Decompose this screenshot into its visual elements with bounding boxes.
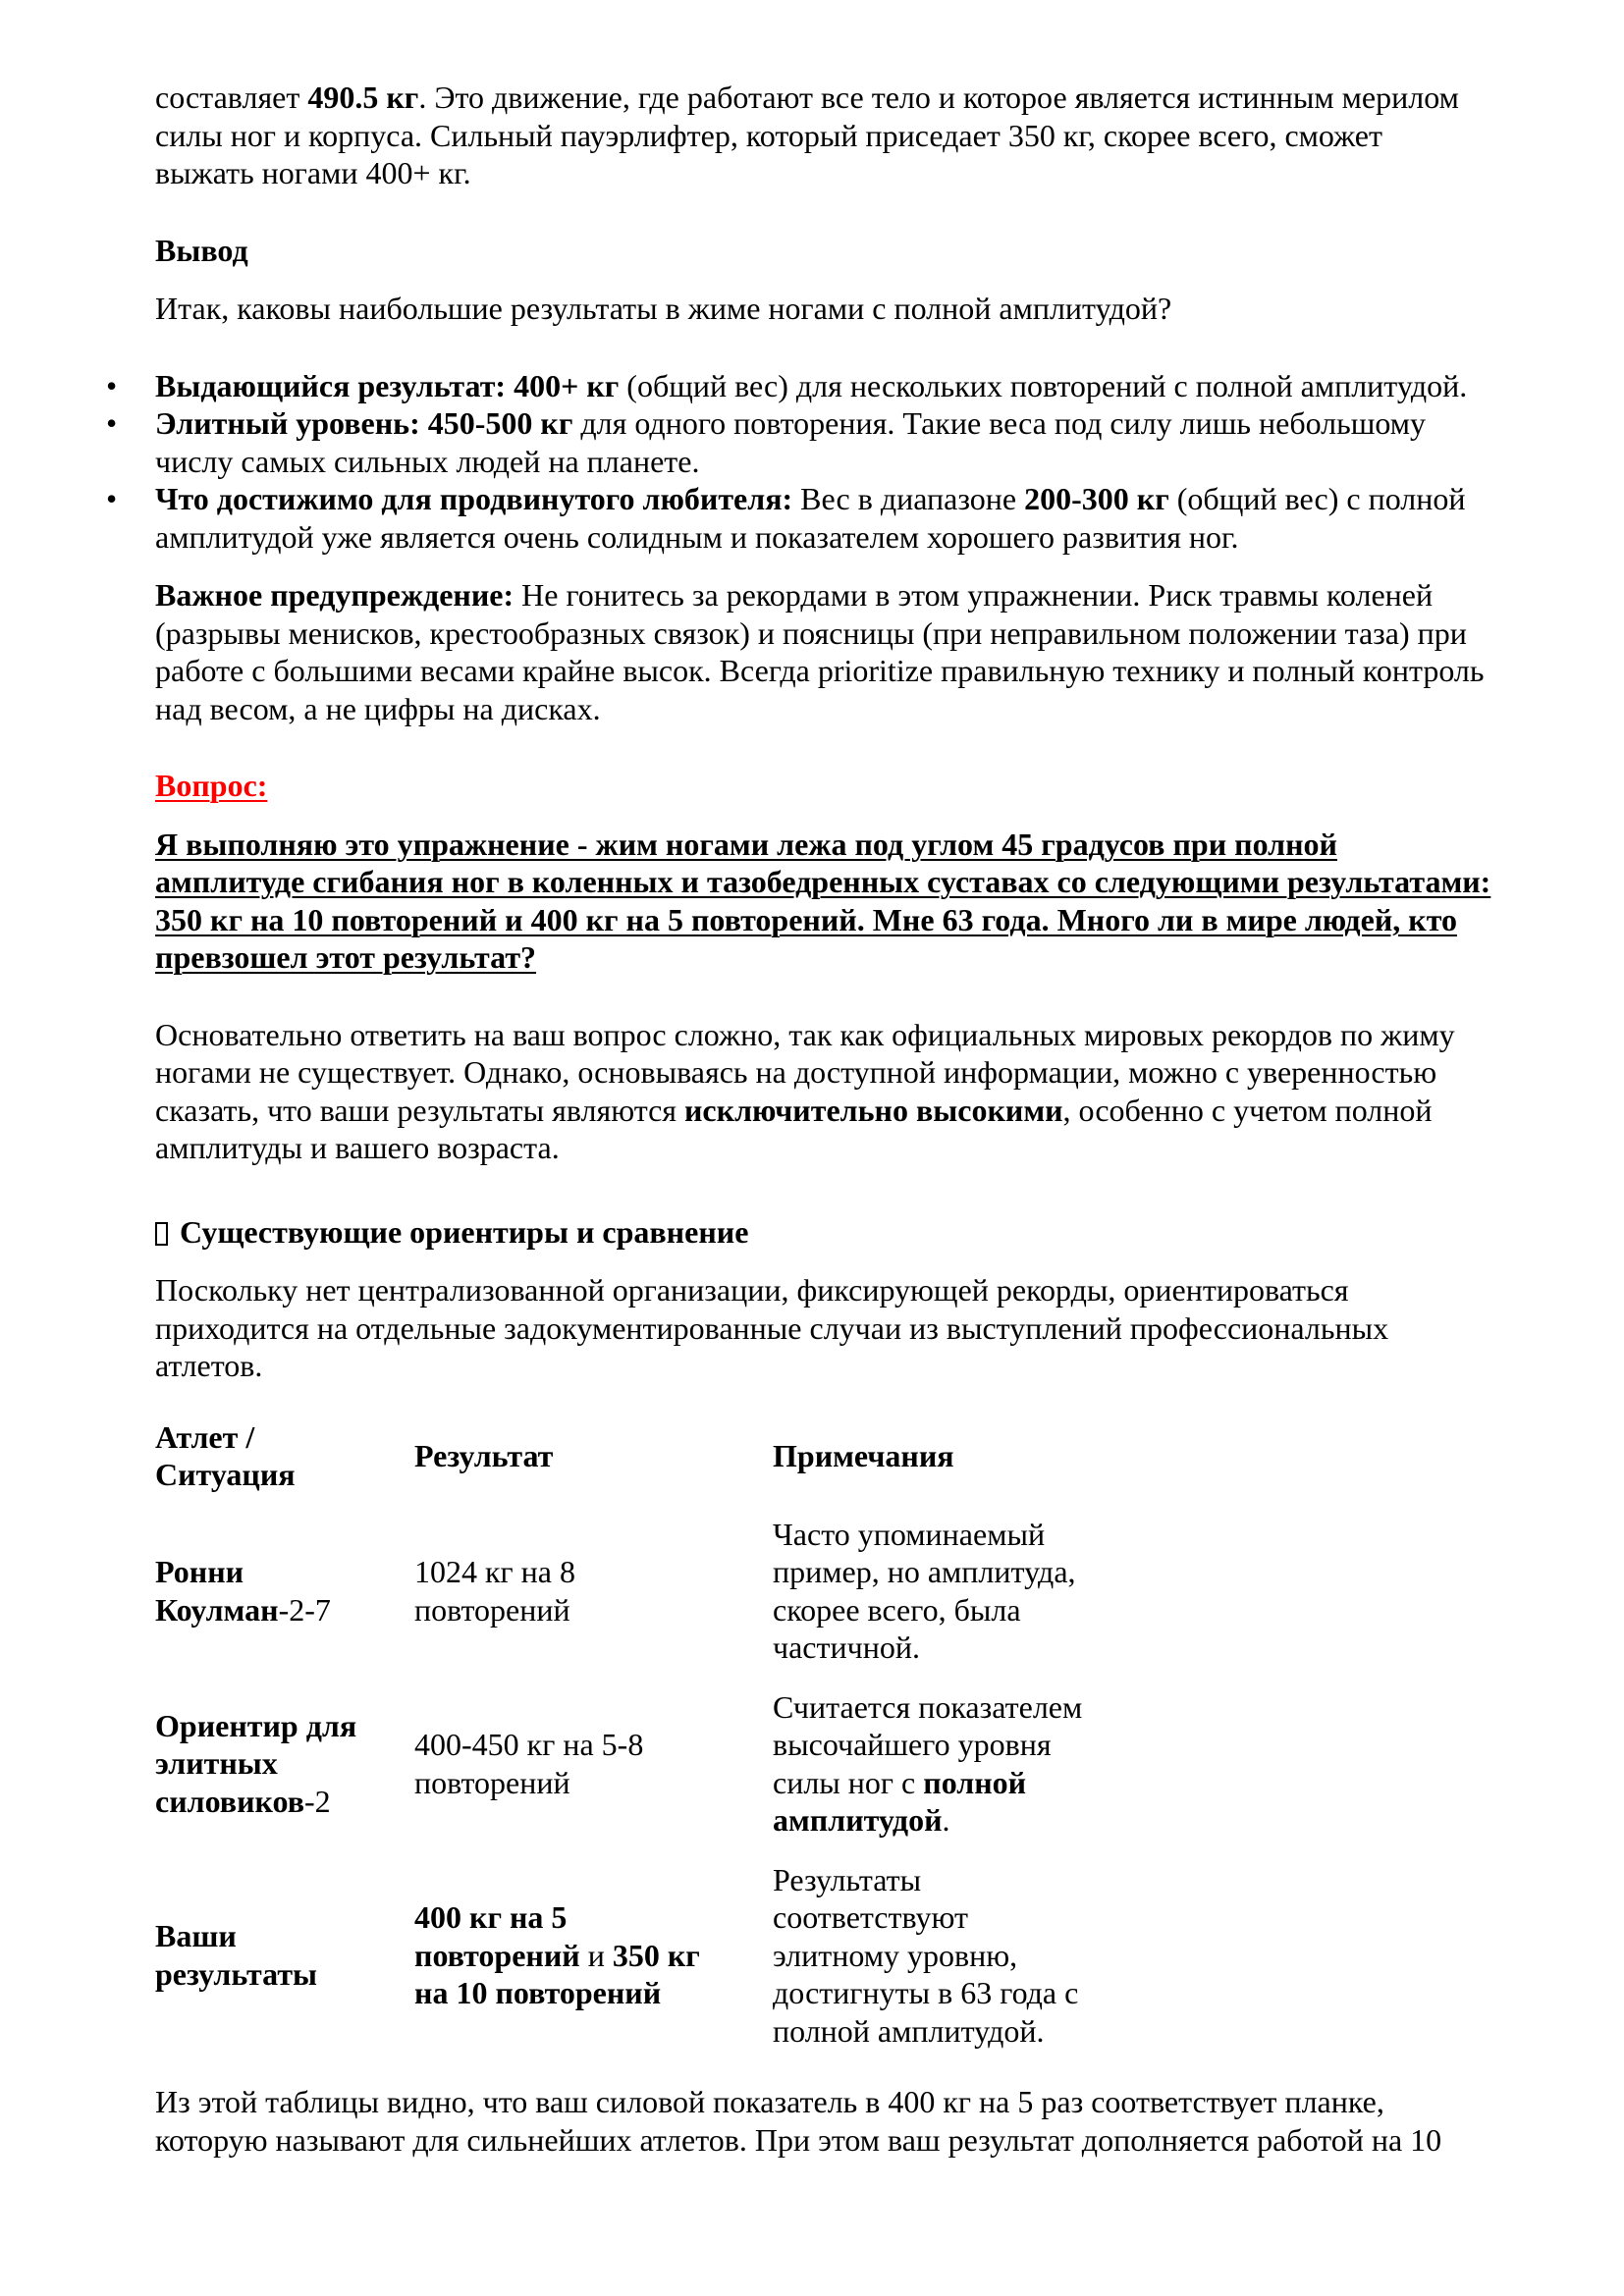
text: Вес в диапазоне (792, 481, 1025, 516)
bold-text: исключительно высокими (683, 1092, 1063, 1128)
text: Итак, каковы наибольшие результаты в жиме ногами с полной амплитудой? (155, 291, 1172, 326)
text: (разрывы менисков, крестообразных связок) и поясницы (при неправильном положении таза) при (155, 614, 1467, 651)
text-line (773, 1553, 1126, 1591)
text: приходится на отдельные задокументированные случаи из выступлений профессиональных (155, 1309, 1389, 1346)
table-header-row (155, 1408, 1126, 1505)
text-line (414, 1553, 773, 1591)
text-line (155, 826, 1589, 864)
bullet-icon: • (106, 367, 118, 403)
text-line (773, 1974, 1126, 2012)
text-line (773, 1898, 1126, 1937)
text: Поскольку нет централизованной организации, фиксирующей рекорды, ориентироваться (155, 1272, 1349, 1308)
text-line (155, 1016, 1589, 1054)
text: Результаты (773, 1861, 922, 1897)
text-line (773, 1437, 1126, 1475)
text-line (155, 901, 1589, 939)
text: высочайшего уровня (773, 1727, 1052, 1762)
text-line (414, 1437, 773, 1475)
text-line (155, 576, 1589, 614)
bold-text: Ориентир для (155, 1707, 357, 1743)
text-line (773, 1861, 1126, 1899)
bullet-icon: • (106, 481, 118, 516)
bold-text: 350 кг на 10 повторений и 400 кг на 5 повторений. Мне 63 года. Много ли в мире людей, кто (155, 901, 1457, 937)
text: работе с большими весами крайне высок. Всегда prioritize правильную технику и полный контроль (155, 653, 1485, 688)
bold-text: Примечания (773, 1437, 954, 1473)
text-line (773, 2012, 1126, 2051)
text-line (155, 1418, 414, 1457)
text-line (155, 480, 1589, 518)
text-line (155, 1955, 414, 1994)
text-line (155, 1591, 414, 1629)
text-line (155, 290, 1589, 328)
text-line (155, 367, 1589, 405)
text: повторений (414, 1591, 570, 1628)
table-cell (414, 1678, 773, 1850)
text-line (414, 1937, 773, 1975)
text: ногами не существует. Однако, основываясь на доступной информации, можно с уверенностью (155, 1054, 1437, 1090)
text-line (155, 2121, 1589, 2160)
text: частичной. (773, 1629, 920, 1665)
text-line (155, 1744, 414, 1783)
text-line (414, 1591, 773, 1629)
bold-text: Выдающийся результат: 400+ кг (155, 367, 620, 403)
bold-text: Ронни (155, 1554, 244, 1589)
question-text (155, 826, 1589, 977)
text: силы ног с (773, 1764, 924, 1800)
text: Из этой таблицы видно, что ваш силовой показатель в 400 кг на 5 раз соответствует планке, (155, 2084, 1384, 2119)
answer-paragraph (155, 1016, 1589, 1167)
bold-text: Коулман (155, 1591, 279, 1628)
bold-text: Элитный уровень: 450-500 кг (155, 405, 573, 441)
text: над весом, а не цифры на дисках. (155, 690, 601, 726)
table-cell (414, 1850, 773, 2061)
text: полной амплитудой. (773, 2012, 1045, 2049)
text-line (155, 938, 1589, 977)
text: которую называют для сильнейших атлетов. При этом ваш результат дополняется работой на 10 (155, 2121, 1442, 2158)
bold-text: силовиков (155, 1783, 305, 1819)
question-label: Вопрос: (155, 768, 268, 803)
text-line (155, 1707, 414, 1745)
text: сказать, что ваши результаты являются (155, 1092, 684, 1128)
table-cell (155, 1850, 414, 2061)
bold-text: Я выполняю это упражнение - жим ногами лежа под углом 45 градусов при полной (155, 826, 1337, 862)
table-cell (414, 1505, 773, 1678)
text: Основательно ответить на ваш вопрос сложно, так как официальных мировых рекордов по жиму (155, 1016, 1455, 1052)
warning-paragraph (155, 576, 1589, 727)
text-line (155, 2083, 1589, 2121)
text-line (155, 404, 1589, 443)
text: скорее всего, была (773, 1591, 1021, 1628)
bold-text: результаты (155, 1955, 318, 1992)
text: числу самых сильных людей на планете. (155, 443, 700, 479)
text-line (773, 1937, 1126, 1975)
text: Не гонитесь за рекордами в этом упражнении. Риск травмы коленей (514, 577, 1434, 613)
bold-text: превзошел этот результат? (155, 939, 537, 975)
text-line (773, 1726, 1126, 1764)
text-line (155, 518, 1589, 557)
text-line (773, 1801, 1126, 1840)
text: соответствуют (773, 1899, 968, 1935)
table-cell (773, 1505, 1126, 1678)
text-line (155, 1271, 1589, 1309)
text-line (155, 443, 1589, 481)
bold-text: повторений (414, 1937, 580, 1973)
intro-paragraph (155, 79, 1589, 192)
text: атлетов. (155, 1348, 263, 1383)
text-line (155, 614, 1589, 653)
missing-glyph-icon (155, 1222, 168, 1246)
text-line (155, 154, 1589, 192)
text: 1024 кг на 8 (414, 1554, 575, 1589)
bold-text: 400 кг на 5 (414, 1899, 568, 1935)
text: . (942, 1802, 950, 1838)
table-cell (155, 1678, 414, 1850)
table-cell (773, 1678, 1126, 1850)
text-line (773, 1688, 1126, 1727)
bullet-item (106, 367, 1589, 405)
conclusion-heading: Вывод (155, 232, 248, 268)
text-line (414, 1974, 773, 2012)
section-heading (155, 1213, 1589, 1252)
text-line (155, 1783, 414, 1821)
table-cell (414, 1408, 773, 1505)
bold-text: Ваши (155, 1918, 237, 1954)
text: . Это движение, где работают все тело и которое является истинным мерилом (418, 80, 1459, 115)
section-intro (155, 1271, 1589, 1385)
text: повторений (414, 1764, 570, 1800)
table-cell (155, 1505, 414, 1678)
bold-text: полной (923, 1764, 1027, 1800)
bold-text: Атлет / (155, 1418, 255, 1455)
text: амплитудой уже является очень солидным и показателем хорошего развития ног. (155, 518, 1239, 555)
table-row (155, 1505, 1126, 1678)
text-line (155, 690, 1589, 728)
text-line (773, 1516, 1126, 1554)
bullet-list (106, 367, 1589, 557)
text: амплитуды и вашего возраста. (155, 1130, 560, 1165)
text: составляет (155, 80, 308, 115)
text-line (155, 1456, 414, 1494)
text: выжать ногами 400+ кг. (155, 155, 471, 190)
conclusion-question (155, 290, 1589, 328)
section-heading-text: Существующие ориентиры и сравнение (180, 1213, 749, 1250)
bold-text: амплитуде сгибания ног в коленных и тазобедренных суставах со следующими результатами: (155, 864, 1491, 899)
text: -2 (304, 1783, 331, 1819)
closing-paragraph (155, 2083, 1589, 2159)
text-line (155, 117, 1589, 155)
table-row (155, 1678, 1126, 1850)
bold-text: элитных (155, 1745, 278, 1782)
text-line (155, 1129, 1589, 1167)
text: (общий вес) для нескольких повторений с полной амплитудой. (619, 367, 1468, 403)
bold-text: 490.5 кг (307, 80, 419, 115)
text: достигнуты в 63 года с (773, 1975, 1079, 2010)
text-line (155, 652, 1589, 690)
text: , особенно с учетом полной (1062, 1092, 1433, 1128)
bullet-item (106, 404, 1589, 480)
text-line (155, 1092, 1589, 1130)
bold-text: амплитудой (773, 1802, 943, 1838)
bold-text: Ситуация (155, 1457, 296, 1492)
text: -2-7 (278, 1591, 331, 1628)
text-line (773, 1629, 1126, 1667)
text: Часто упоминаемый (773, 1516, 1046, 1552)
text: (общий вес) с полной (1168, 481, 1466, 516)
text-line (155, 1053, 1589, 1092)
text: элитному уровню, (773, 1937, 1018, 1973)
bold-text: 200-300 кг (1024, 481, 1169, 516)
bold-text: Что достижимо для продвинутого любителя: (155, 481, 793, 516)
text-line (155, 863, 1589, 901)
text: для одного повторения. Такие веса под силу лишь небольшому (572, 405, 1427, 441)
bullet-icon: • (106, 405, 118, 441)
text-line (414, 1726, 773, 1764)
text: пример, но амплитуда, (773, 1554, 1076, 1589)
text-line (155, 1917, 414, 1955)
text-line (155, 1553, 414, 1591)
text: Считается показателем (773, 1688, 1083, 1725)
text: силы ног и корпуса. Сильный пауэрлифтер, который приседает 350 кг, скорее всего, сможет (155, 117, 1382, 153)
text-line (414, 1898, 773, 1937)
comparison-table (155, 1408, 1126, 2061)
table-cell (155, 1408, 414, 1505)
bold-text: на 10 повторений (414, 1975, 662, 2010)
text-line (155, 1347, 1589, 1385)
text-line (773, 1764, 1126, 1802)
bullet-item (106, 480, 1589, 556)
table-cell (773, 1408, 1126, 1505)
text: и (579, 1937, 613, 1973)
bold-text: Результат (414, 1437, 554, 1473)
bold-text: Важное предупреждение: (155, 577, 514, 613)
table-cell (773, 1850, 1126, 2061)
text-line (155, 1309, 1589, 1348)
text-line (414, 1764, 773, 1802)
bold-text: 350 кг (612, 1937, 700, 1973)
document-page (106, 79, 1589, 2159)
text-line (155, 79, 1589, 117)
text-line (773, 1591, 1126, 1629)
table-row (155, 1850, 1126, 2061)
text: 400-450 кг на 5-8 (414, 1727, 644, 1762)
